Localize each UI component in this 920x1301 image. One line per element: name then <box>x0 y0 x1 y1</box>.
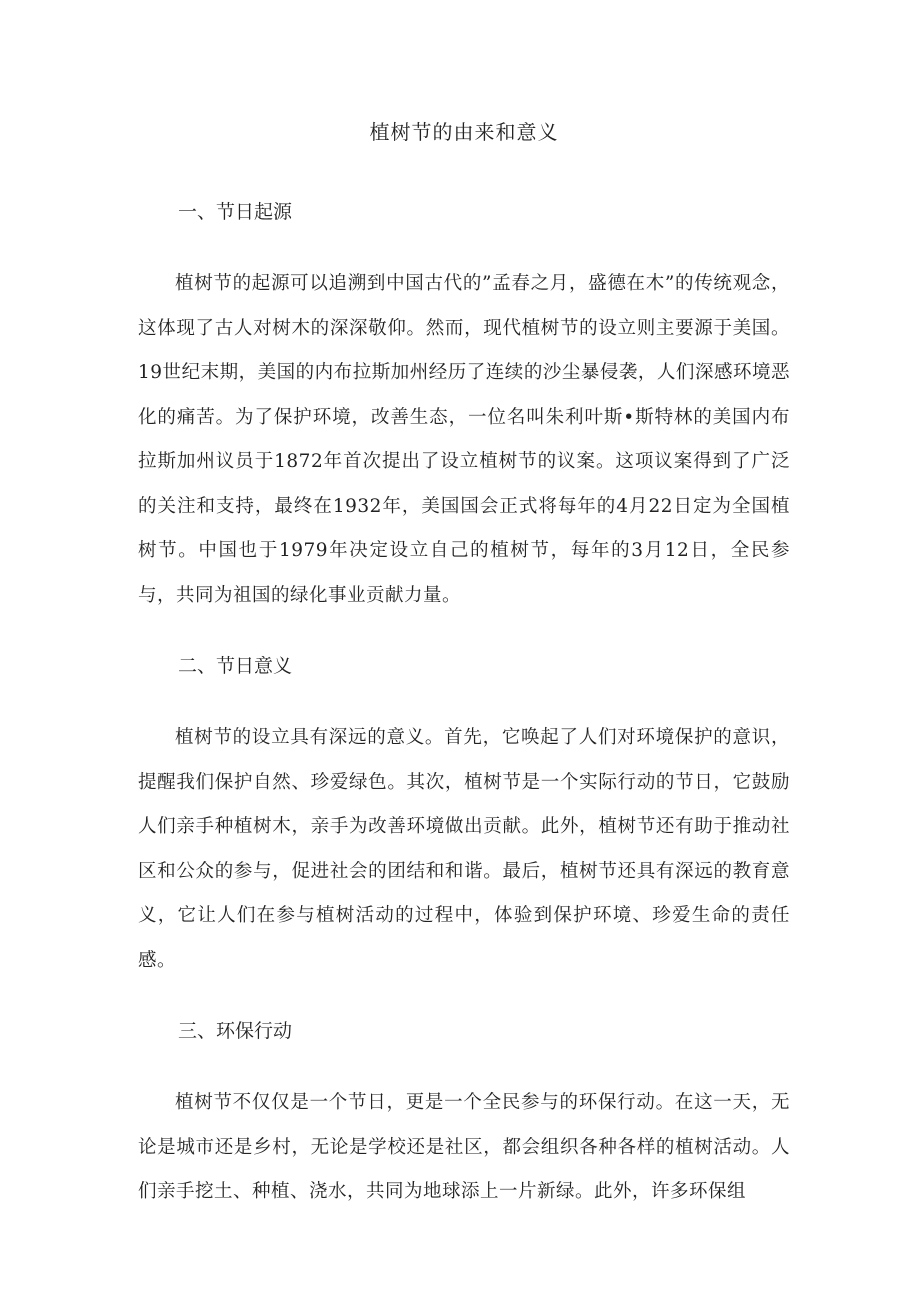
section-meaning <box>138 646 790 983</box>
section-paragraph-meaning: 植树节的设立具有深远的意义。首先，它唤起了人们对环境保护的意识，提醒我们保护自然、珍爱绿色。其次，植树节是一个实际行动的节日，它鼓励人们亲手种植树木，亲手为改善环境做出贡献。此外，植树节还有助于推动社区和公众的参与，促进社会的团结和和谐。最后，植树节还具有深远的教育意义，它让人们在参与植树活动的过程中，体验到保护环境、珍爱生命的责任感。 <box>138 727 790 971</box>
section-paragraph-origin: 植树节的起源可以追溯到中国古代的”孟春之月，盛德在木”的传统观念，这体现了古人对树木的深深敬仰。然而，现代植树节的设立则主要源于美国。19世纪末期，美国的内布拉斯加州经历了连续的沙尘暴侵袭，人们深感环境恶化的痛苦。为了保护环境，改善生态，一位名叫朱利叶斯•斯特林的美国内布拉斯加州议员于1872年首次提出了设立植树节的议案。这项议案得到了广泛的关注和支持，最终在1932年，美国国会正式将每年的4月22日定为全国植树节。中国也于1979年决定设立自己的植树节，每年的3月12日，全民参与，共同为祖国的绿化事业贡献力量。 <box>138 273 790 606</box>
section-origin <box>138 192 790 618</box>
document-body <box>138 112 790 1243</box>
section-eco-action <box>138 1011 790 1215</box>
document-title: 植树节的由来和意义 <box>369 120 559 144</box>
section-heading-origin: 一、节日起源 <box>178 201 293 223</box>
section-heading-eco-action: 三、环保行动 <box>178 1020 293 1042</box>
section-heading-meaning: 二、节日意义 <box>178 655 293 677</box>
section-paragraph-eco-action: 植树节不仅仅是一个节日，更是一个全民参与的环保行动。在这一天，无论是城市还是乡村，无论是学校还是社区，都会组织各种各样的植树活动。人们亲手挖土、种植、浇水，共同为地球添上一片新绿。此外，许多环保组 <box>138 1092 790 1202</box>
